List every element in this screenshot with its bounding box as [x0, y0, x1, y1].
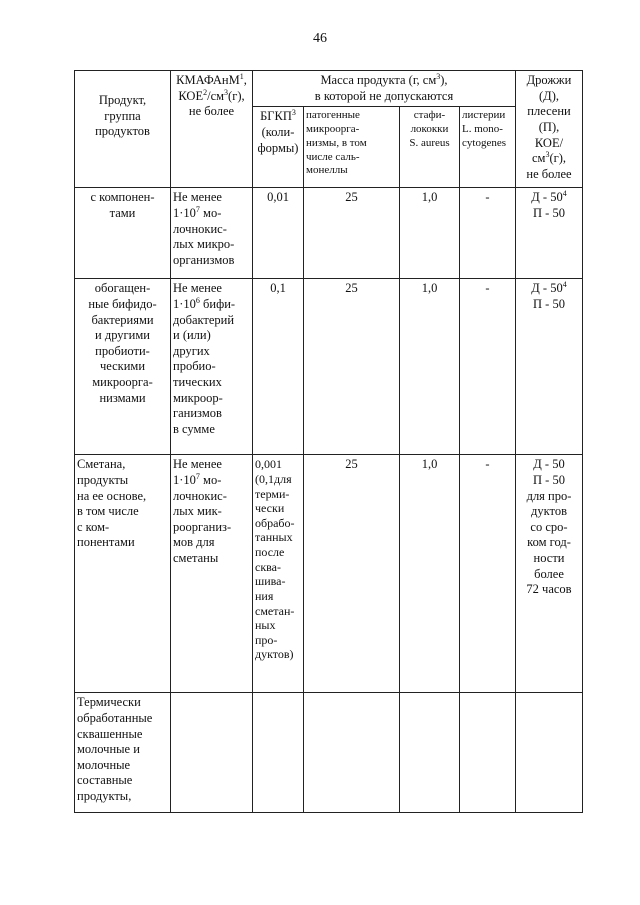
row3-product: Сметана, продукты на ее основе, в том числе с ком- понентами — [75, 455, 171, 693]
header-listeria: листерии L. mono- cytogenes — [460, 107, 516, 188]
row3-staph: 1,0 — [400, 455, 460, 693]
row4-bgkp — [253, 693, 304, 813]
row4-listeria — [460, 693, 516, 813]
row2-pathogens: 25 — [304, 279, 400, 455]
row3-bgkp: 0,001 (0,1для терми- чески обрабо- танных после сква- шива- ния сметан- ных про- дуктов) — [253, 455, 304, 693]
row2-listeria: - — [460, 279, 516, 455]
header-yeast-mold: Дрожжи (Д), плесени (П), КОЕ/$см^3(г)$, не более — [516, 71, 583, 188]
row4-staph — [400, 693, 460, 813]
row4-yeast — [516, 693, 583, 813]
page-number: 46 — [313, 31, 327, 46]
header-pathogens: патогенные микроорга- низмы, в том числе саль- монеллы — [304, 107, 400, 188]
row2-kmafanm: Не менее $1\cdot 10^6$ бифи- добактерий и (или) других пробио- тических микроор- ганизмов в сумме — [171, 279, 253, 455]
row4-kmafanm — [171, 693, 253, 813]
row3-kmafanm: Не менее $1\cdot 10^7$ мо- лочнокис- лых мик- роорганиз- мов для сметаны — [171, 455, 253, 693]
row1-pathogens: 25 — [304, 188, 400, 279]
header-bgkp: БГКП$^3$ (коли- формы) — [253, 107, 304, 188]
row4-pathogens — [304, 693, 400, 813]
row2-staph: 1,0 — [400, 279, 460, 455]
row1-staph: 1,0 — [400, 188, 460, 279]
header-staph: стафи- лококки S. aureus — [400, 107, 460, 188]
row4-product: Термически обработанные сквашенные молочные и молочные составные продукты, — [75, 693, 171, 813]
row1-yeast: Д - $50^4$ П - 50 — [516, 188, 583, 279]
row3-listeria: - — [460, 455, 516, 693]
row1-listeria: - — [460, 188, 516, 279]
row3-yeast: Д - 50 П - 50 для про- дуктов со сро- ком год- ности более 72 часов — [516, 455, 583, 693]
row1-bgkp: 0,01 — [253, 188, 304, 279]
table-row — [75, 188, 583, 279]
header-product-group: Продукт, группа продуктов — [75, 71, 171, 188]
row3-pathogens: 25 — [304, 455, 400, 693]
header-kmafanm: КМАФАнМ$^1$, $КОЕ^2/см^3(г)$, не более — [171, 71, 253, 188]
row2-yeast: Д - $50^4$ П - 50 — [516, 279, 583, 455]
header-mass: Масса продукта (г, $см^3$), в которой не допускаются — [253, 71, 516, 107]
row2-bgkp: 0,1 — [253, 279, 304, 455]
microbiology-standards-table — [74, 70, 583, 813]
row2-product: обогащен- ные бифидо- бактериями и другими пробиоти- ческими микроорга- низмами — [75, 279, 171, 455]
row1-product: с компонен- тами — [75, 188, 171, 279]
table-row — [75, 693, 583, 813]
row1-kmafanm: Не менее $1\cdot 10^7$ мо- лочнокис- лых микро- организмов — [171, 188, 253, 279]
table-row — [75, 279, 583, 455]
table-header-row-1 — [75, 71, 583, 107]
table-row — [75, 455, 583, 693]
